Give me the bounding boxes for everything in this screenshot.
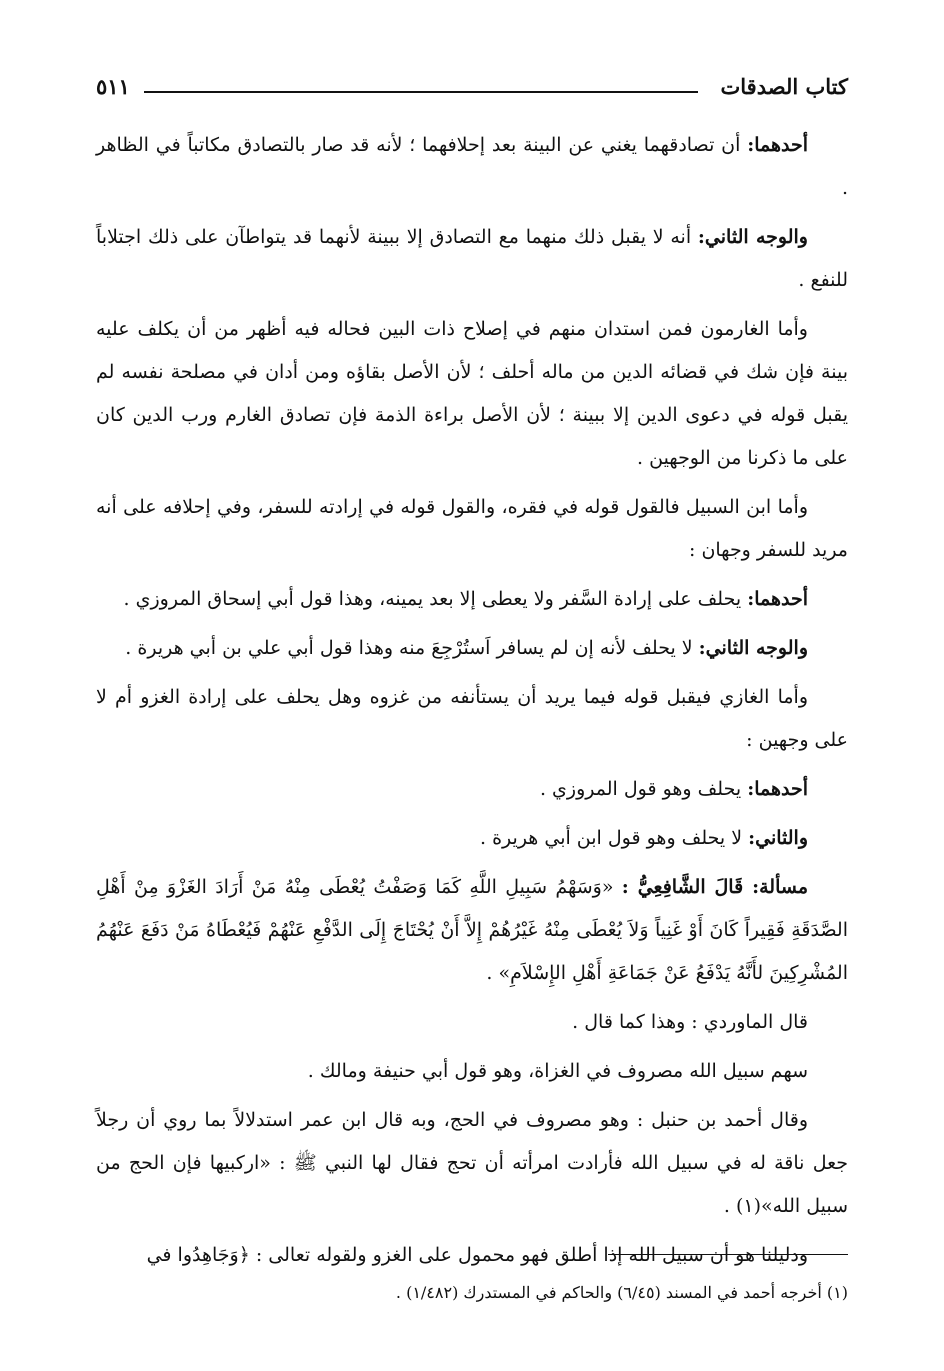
- paragraph-text: لا يحلف وهو قول ابن أبي هريرة .: [480, 827, 749, 849]
- paragraph-lead: أحدهما:: [747, 588, 808, 610]
- paragraph-text: وقال أحمد بن حنبل : وهو مصروف في الحج، وبه قال ابن عمر استدلالاً بما روي أن رجلاً جعل ناقة له في سبيل الله فأرادت امرأته أن تحج فقال لها النبي ﷺ : «اركبيها فإن الحج من سبيل الله»(١) .: [96, 1109, 848, 1217]
- paragraph-text: وأما ابن السبيل فالقول قوله في فقره، والقول قوله في إرادته للسفر، وفي إحلافه على أنه مريد للسفر وجهان :: [96, 496, 848, 561]
- paragraph: [96, 216, 848, 302]
- paragraph-lead: والوجه الثاني:: [698, 637, 808, 659]
- main-text: [96, 124, 848, 1283]
- paragraph: [96, 486, 848, 572]
- paragraph-lead: أحدهما:: [747, 778, 808, 800]
- chapter-title: كتاب الصدقات: [720, 74, 848, 99]
- paragraph: [96, 124, 848, 210]
- paragraph: [96, 1001, 848, 1044]
- paragraph: [96, 866, 848, 995]
- paragraph-text: قال الماوردي : وهذا كما قال .: [572, 1011, 808, 1033]
- header-rule: [144, 91, 698, 93]
- paragraph-text: أن تصادقهما يغني عن البينة بعد إحلافهما ؛ لأنه قد صار بالتصادق مكاتباً في الظاهر .: [96, 134, 848, 199]
- paragraph-text: وأما الغازي فيقبل قوله فيما يريد أن يستأنفه من غزوه وهل يحلف على إرادة الغزو أم لا على وجهين :: [96, 686, 848, 751]
- paragraph: [96, 817, 848, 860]
- paragraph: [96, 1234, 848, 1277]
- paragraph-text: سهم سبيل الله مصروف في الغزاة، وهو قول أبي حنيفة ومالك .: [307, 1060, 808, 1082]
- paragraph-lead: أحدهما:: [747, 134, 808, 156]
- paragraph-lead: والثاني:: [748, 827, 808, 849]
- paragraph-lead: مسألة: قَالَ الشَّافِعِيُّ :: [621, 876, 808, 898]
- paragraph-text: ودليلنا هو أن سبيل الله إذا أطلق فهو محمول على الغزو ولقوله تعالى : ﴿وَجَاهِدُوا في: [146, 1244, 808, 1266]
- paragraph: [96, 627, 848, 670]
- paragraph-text: يحلف على إرادة السَّفر ولا يعطى إلا بعد يمينه، وهذا قول أبي إسحاق المروزي .: [123, 588, 748, 610]
- paragraph: [96, 1099, 848, 1228]
- footnote: (١) أخرجه أحمد في المسند (٦/٤٥) والحاكم في المستدرك (١/٤٨٢) .: [395, 1283, 848, 1302]
- paragraph-text: وأما الغارمون فمن استدان منهم في إصلاح ذات البين فحاله فيه أظهر من أن يكلف عليه بينة فإن شك في قضائه الدين من ماله أحلف ؛ لأن الأصل بقاؤه ومن أدان في مصلحة نفسه لم يقبل قوله في دعوى الدين إلا ببينة ؛ لأن الأصل براءة الذمة فإن تصادق الغارم ورب الدين كان على ما ذكرنا من الوجهين .: [96, 318, 848, 469]
- paragraph-text: أنه لا يقبل ذلك منهما مع التصادق إلا ببينة لأنهما قد يتواطآن على ذلك اجتلاباً للنفع .: [96, 226, 848, 291]
- paragraph-text: لا يحلف لأنه إن لم يسافر اَستُرْجِعَ منه وهذا قول أبي علي بن أبي هريرة .: [125, 637, 699, 659]
- running-header: [96, 74, 848, 108]
- page-number: ٥١١: [96, 74, 130, 99]
- paragraph-lead: والوجه الثاني:: [697, 226, 808, 248]
- paragraph: [96, 578, 848, 621]
- footnote-rule: [608, 1254, 848, 1255]
- paragraph: [96, 1050, 848, 1093]
- paragraph-text: «وَسَهْمُ سَبِيلِ اللَّهِ كَمَا وَصَفْتُ يُعْطَى مِنْهُ مَنْ أَرَادَ الغَزْوَ مِنْ أَهْلِ الصَّدَقَةِ فَقِيراً كَانَ أَوْ غَنِياً وَلاَ يُعْطَى مِنْهُ غَيْرُهُمْ إِلاَّ أَنْ يُحْتَاجَ إِلَى الدَّفْعِ عَنْهُمْ فَيُعْطَاهُ مَنْ دَفَعَ عَنْهُمُ المُشْرِكِينَ لأَنَّهُ يَدْفَعُ عَنْ جَمَاعَةِ أَهْلِ الإِسْلاَمِ» .: [96, 876, 848, 984]
- paragraph: [96, 768, 848, 811]
- paragraph-text: يحلف وهو قول المروزي .: [539, 778, 748, 800]
- paragraph: [96, 308, 848, 480]
- paragraph: [96, 676, 848, 762]
